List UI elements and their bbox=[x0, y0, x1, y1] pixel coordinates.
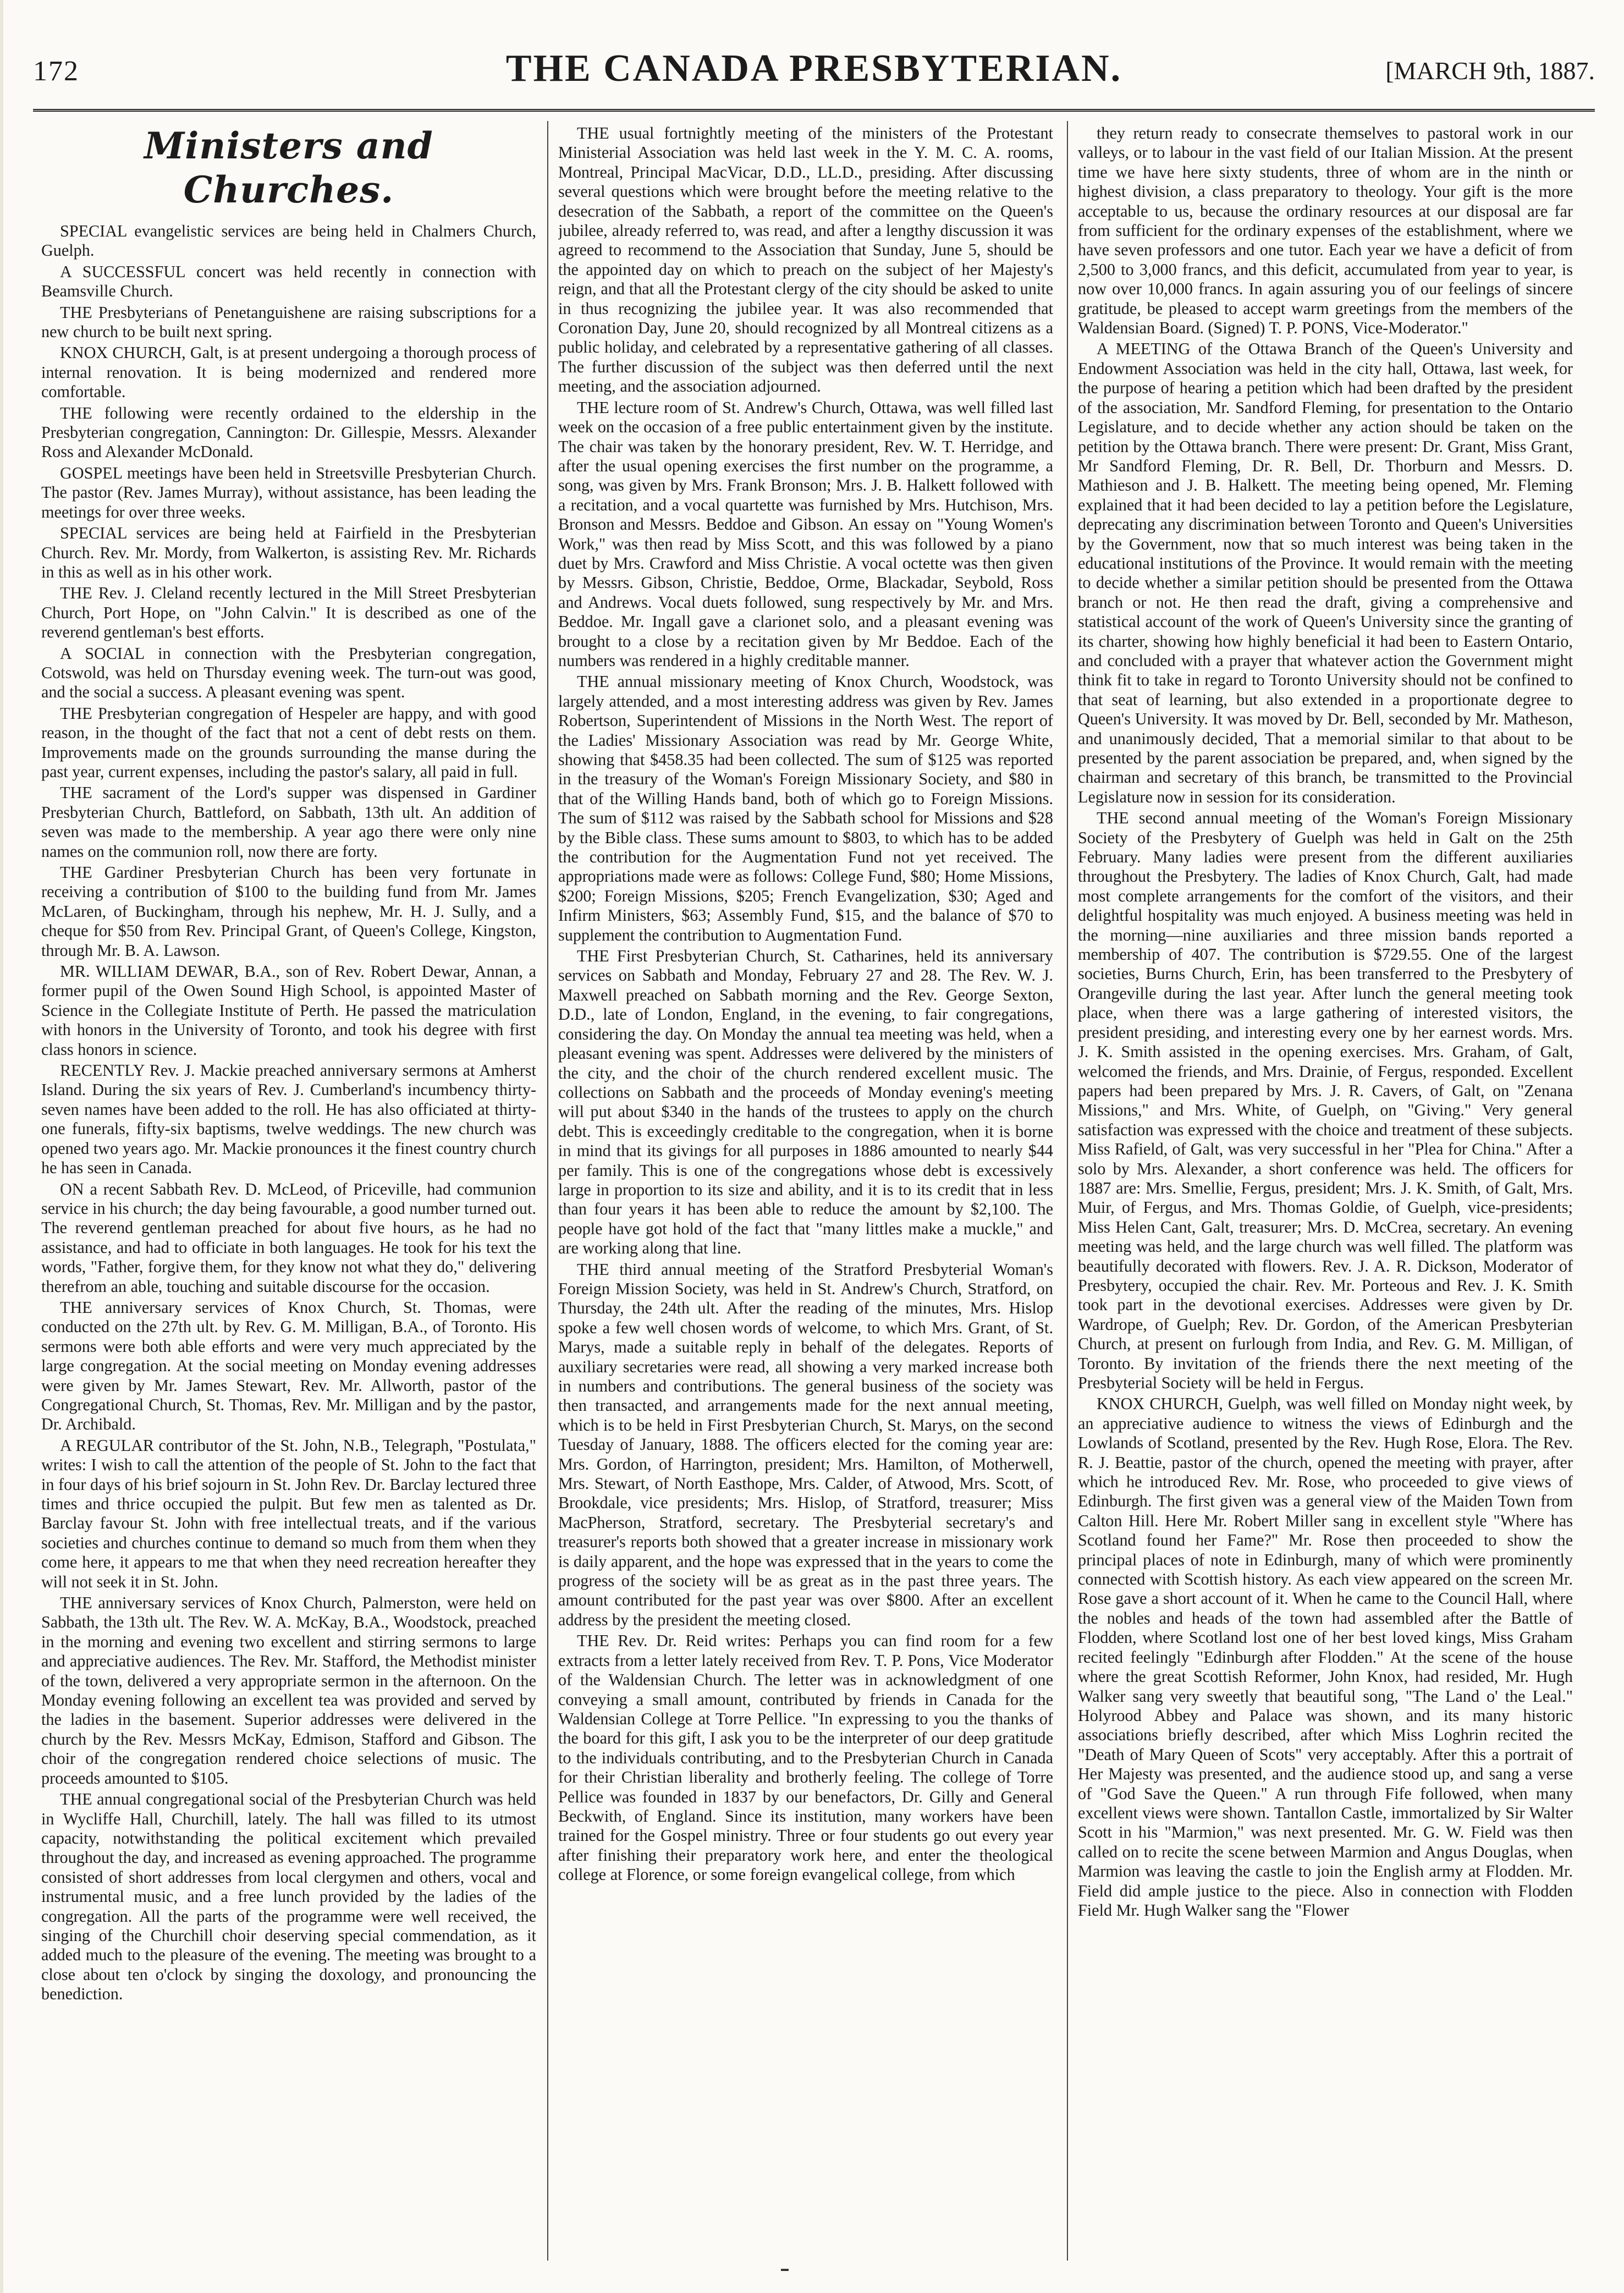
article-paragraph: A MEETING of the Ottawa Branch of the Queen's University and Endowment Association was held in the city hall, Ottawa, last week, for the purpose of hearing a petition which had been drafted by the president of the association, Mr. Sandford Fleming, for presentation to the Ontario Legislature, and to decide whether any action should be taken on the petition by the Ottawa branch. There were present: Dr. Grant, Miss Grant, Mr Sandford Fleming, Dr. R. Bell, Dr. Thorburn and Messrs. D. Mathieson and J. B. Halkett. The meeting being opened, Mr. Fleming explained that it had been decided to lay a petition before the Legislature, deprecating any discrimination between Toronto and Queen's Universities by the Government, now that so much interest was being taken in the educational institutions of the Province. It would remain with the meeting to decide whether a similar petition should be presented from the Ottawa branch or not. He then read the draft, giving a comprehensive and statistical account of the work of Queen's University since the granting of its charter, showing how highly beneficial it had been to Eastern Ontario, and concluded with a prayer that whatever action the Government might think fit to take in regard to Toronto University should not be confined to that seat of learning, but also extended in a proportionate degree to Queen's University. It was moved by Dr. Bell, seconded by Mr. Matheson, and unanimously decided, That a memorial similar to that about to be presented by the parent association be prepared, and, when signed by the chairman and secretary of this branch, be transmitted to the Provincial Legislature now in session for its consideration. bbox=[1078, 339, 1573, 806]
article-paragraph: THE second annual meeting of the Woman's Foreign Missionary Society of the Presbytery of Guelph was held in Galt on the 25th February. Many ladies were present from the different auxiliaries throughout the Presbytery. The ladies of Knox Church, Galt, had made most complete arrangements for the comfort of the visitors, and their delightful hospitality was much enjoyed. A business meeting was held in the morning—nine auxiliaries and three mission bands reported a membership of 407. The contribution is $729.55. One of the largest societies, Burns Church, Erin, has been transferred to the Presbytery of Orangeville during the last year. After lunch the general meeting took place, when there was a large gathering of interested visitors, the president presiding, and interesting every one by her earnest words. Mrs. J. K. Smith assisted in the opening exercises. Mrs. Graham, of Galt, welcomed the friends, and Mrs. Drainie, of Fergus, responded. Excellent papers had been prepared by Mrs. J. R. Cavers, of Galt, on "Zenana Missions," and Mrs. White, of Guelph, on "Giving." Very general satisfaction was expressed with the choice and treatment of these subjects. Miss Rafield, of Galt, was very successful in her "Plea for China." After a solo by Mrs. Alexander, a short conference was held. The officers for 1887 are: Mrs. Smellie, Fergus, president; Mrs. J. K. Smith, of Galt, Mrs. Muir, of Fergus, and Mrs. Thomas Goldie, of Guelph, vice-presidents; Miss Helen Cant, Galt, treasurer; Mrs. D. McCrea, secretary. An evening meeting was held, and the large church was well filled. The platform was beautifully decorated with flowers. Rev. J. A. R. Dickson, Moderator of Presbytery, occupied the chair. Rev. Mr. Porteous and Rev. J. K. Smith took part in the devotional exercises. Addresses were given by Dr. Wardrope, of Guelph; Rev. Dr. Gordon, of the American Presbyterian Church, at present on furlough from India, and Rev. G. M. Milligan, of Toronto. By invitation of the friends there the next meeting of the Presbyterial Society will be held in Fergus. bbox=[1078, 809, 1573, 1392]
page-edge bbox=[0, 0, 3, 2293]
article-paragraph: THE third annual meeting of the Stratford Presbyterial Woman's Foreign Mission Society, was held in St. Andrew's Church, Stratford, on Thursday, the 24th ult. After the reading of the minutes, Mrs. Hislop spoke a few well chosen words of welcome, to which Mrs. Grant, of St. Marys, made a suitable reply in behalf of the delegates. Reports of auxiliary secretaries were read, all showing a very marked increase both in numbers and contributions. The general business of the society was then transacted, and arrangements made for the next annual meeting, which is to be held in First Presbyterian Church, St. Marys, on the second Tuesday of January, 1888. The officers elected for the coming year are: Mrs. Gordon, of Harrington, president; Mrs. Hamilton, of Motherwell, Mrs. Stewart, of North Easthope, Mrs. Calder, of Atwood, Mrs. Scott, of Brookdale, vice presidents; Mrs. Hislop, of Stratford, treasurer; Miss MacPherson, Stratford, secretary. The Presbyterial secretary's and treasurer's reports both showed that a greater increase in missionary work is daily apparent, and the hope was expressed that in the years to come the progress of the society will be as great as in the past three years. The amount contributed for the past year was over $800. After an excellent address by the president the meeting closed. bbox=[558, 1260, 1053, 1629]
article-paragraph: THE lecture room of St. Andrew's Church, Ottawa, was well filled last week on the occasion of a free public entertainment given by the institute. The chair was taken by the honorary president, Rev. W. T. Herridge, and after the usual opening exercises the first number on the programme, a song, was given by Mrs. Frank Bronson; Mrs. J. B. Halkett followed with a recitation, and a vocal quartette was furnished by Mrs. Hutchison, Mrs. Bronson and Messrs. Beddoe and Gibson. An essay on "Young Women's Work," was then read by Miss Scott, and this was followed by a piano duet by Mrs. Crawford and Miss Christie. A vocal octette was then given by Messrs. Gibson, Christie, Beddoe, Orme, Blackadar, Seybold, Ross and Andrews. Vocal duets followed, sung respectively by Mr. and Mrs. Beddoe. Mr. Ingall gave a clarionet solo, and a pleasant evening was brought to a close by a recitation given by Mr Beddoe. Each of the numbers was rendered in a highly creditable manner. bbox=[558, 398, 1053, 670]
article-paragraph: they return ready to consecrate themselves to pastoral work in our valleys, or to labour in the vast field of our Italian Mission. At the present time we have here sixty students, three of whom are in the ninth or highest division, a class preparatory to theology. Your gift is the more acceptable to us, because the ordinary resources at our disposal are far from sufficient for the ordinary expenses of the establishment, where we have seven professors and one tutor. Each year we have a deficit of from 2,500 to 3,000 francs, and this deficit, accumulated from year to year, is now over 10,000 francs. In again assuring you of our feelings of sincere gratitude, be pleased to accept warm greetings from the members of the Waldensian Board. (Signed) T. P. PONS, Vice-Moderator." bbox=[1078, 124, 1573, 338]
article-paragraph: THE annual congregational social of the Presbyterian Church was held in Wycliffe Hall, Churchill, lately. The hall was filled to its utmost capacity, notwithstanding the political excitement which prevailed throughout the day, and increased as evening approached. The programme consisted of short addresses from local clergymen and others, vocal and instrumental music, and a free lunch provided by the ladies of the congregation. All the parts of the programme were well received, the singing of the Churchill choir deserving special commendation, as it added much to the pleasure of the evening. The meeting was brought to a close about ten o'clock by singing the doxology, and pronouncing the benediction. bbox=[41, 1790, 536, 2004]
article-paragraph: THE Rev. Dr. Reid writes: Perhaps you can find room for a few extracts from a letter lately received from Rev. T. P. Pons, Vice Moderator of the Waldensian Church. The letter was in acknowledgment of one conveying a small amount, contributed by friends in Canada for the Waldensian College at Torre Pellice. "In expressing to you the thanks of the board for this gift, I ask you to be the interpreter of our deep gratitude to the individuals contributing, and to the Presbyterian Church in Canada for their Christian liberality and brotherly feeling. The college of Torre Pellice was founded in 1837 by our benefactors, Dr. Gilly and General Beckwith, of England. Since its institution, many workers have been trained for the Gospel ministry. Three or four students go out every year after finishing their preparatory work here, and enter the theological college at Florence, or some foreign evangelical college, from which bbox=[558, 1631, 1053, 1884]
footer-mark bbox=[781, 2269, 789, 2271]
article-paragraph: THE usual fortnightly meeting of the ministers of the Protestant Ministerial Association was held last week in the Y. M. C. A. rooms, Montreal, Principal MacVicar, D.D., LL.D., presiding. After discussing several questions which were brought before the meeting relative to the desecration of the Sabbath, a report of the committee on the Queen's jubilee, already referred to, was read, and after a lengthy discussion it was agreed to recommend to the Association that Sunday, June 5, should be the appointed day on which to preach on the subject of her Majesty's reign, and that all the Protestant clergy of the city should be asked to unite in thus recognizing the jubilee year. It was also recommended that Coronation Day, June 20, should recognized by all Montreal citizens as a public holiday, and celebrated by a representative gathering of all classes. The further discussion of the subject was then deferred until the next meeting, and the association adjourned. bbox=[558, 124, 1053, 396]
article-paragraph: SPECIAL services are being held at Fairfield in the Presbyterian Church. Rev. Mr. Mordy, from Walkerton, is assisting Rev. Mr. Richards in this as well as in his other work. bbox=[41, 524, 536, 581]
article-paragraph: A SUCCESSFUL concert was held recently in connection with Beamsville Church. bbox=[41, 262, 536, 301]
article-paragraph: A REGULAR contributor of the St. John, N.B., Telegraph, "Postulata," writes: I wish to call the attention of the people of St. John to the fact that in four days of his brief sojourn in St. John Rev. Dr. Barclay lectured three times and thrice occupied the pulpit. But few men as talented as Dr. Barclay favour St. John with free intellectual treats, and if the various societies and churches continue to demand so much from them when they come here, it appears to me that when they need recreation hereafter they will not seek it in St. John. bbox=[41, 1436, 536, 1591]
column-divider bbox=[547, 121, 548, 2261]
column-1 bbox=[41, 124, 536, 2258]
article-paragraph: THE Presbyterians of Penetanguishene are raising subscriptions for a new church to be built next spring. bbox=[41, 303, 536, 342]
article-paragraph: THE Presbyterian congregation of Hespeler are happy, and with good reason, in the thought of the fact that not a cent of debt rests on them. Improvements made on the grounds surrounding the manse during the past year, current expenses, including the pastor's salary, all paid in full. bbox=[41, 703, 536, 781]
article-paragraph: THE Gardiner Presbyterian Church has been very fortunate in receiving a contribution of $100 to the building fund from Mr. James McLaren, of Buckingham, through his nephew, Mr. H. J. Sully, and a cheque for $50 from Rev. Principal Grant, of Queen's College, Kingston, through Mr. B. A. Lawson. bbox=[41, 863, 536, 960]
column-3 bbox=[1078, 124, 1573, 2258]
article-paragraph: THE Rev. J. Cleland recently lectured in the Mill Street Presbyterian Church, Port Hope, on "John Calvin." It is described as one of the reverend gentleman's best efforts. bbox=[41, 584, 536, 642]
article-paragraph: RECENTLY Rev. J. Mackie preached anniversary sermons at Amherst Island. During the six years of Rev. J. Cumberland's incumbency thirty-seven names have been added to the roll. He has also officiated at thirty-one funerals, fifty-six baptisms, twelve weddings. The new church was opened two years ago. Mr. Mackie pronounces it the finest country church he has seen in Canada. bbox=[41, 1061, 536, 1178]
article-paragraph: ON a recent Sabbath Rev. D. McLeod, of Priceville, had communion service in his church; the day being favourable, a good number turned out. The reverend gentleman preached for about five hours, as he had no assistance, and had to officiate in both languages. He took for his text the words, "Father, forgive them, for they know not what they do," delivering therefrom an able, touching and suitable discourse for the occasion. bbox=[41, 1179, 536, 1296]
column-2 bbox=[558, 124, 1053, 2258]
article-paragraph: THE sacrament of the Lord's supper was dispensed in Gardiner Presbyterian Church, Battleford, on Sabbath, 13th ult. An addition of seven was made to the membership. A year ago there were only nine names on the communion roll, now there are forty. bbox=[41, 783, 536, 861]
article-paragraph: GOSPEL meetings have been held in Streetsville Presbyterian Church. The pastor (Rev. James Murray), without assistance, has been leading the meetings for over three weeks. bbox=[41, 463, 536, 521]
article-paragraph: KNOX CHURCH, Galt, is at present undergoing a thorough process of internal renovation. It is being modernized and rendered more comfortable. bbox=[41, 343, 536, 402]
page-number: 172 bbox=[33, 56, 79, 87]
article-paragraph: MR. WILLIAM DEWAR, B.A., son of Rev. Robert Dewar, Annan, a former pupil of the Owen Sound High School, is appointed Master of Science in the Collegiate Institute of Perth. He passed the matriculation with honors in the University of Toronto, and took his degree with first class honors in science. bbox=[41, 962, 536, 1059]
article-paragraph: THE anniversary services of Knox Church, Palmerston, were held on Sabbath, the 13th ult. The Rev. W. A. McKay, B.A., Woodstock, preached in the morning and evening two excellent and stirring sermons to large and appreciative audiences. The Rev. Mr. Stafford, the Methodist minister of the town, delivered a very appropriate sermon in the afternoon. On the Monday evening following an excellent tea was provided and served by the ladies in the basement. Superior addresses were delivered in the church by the Rev. Messrs McKay, Edmison, Stafford and Gibson. The choir of the congregation rendered choice selections of music. The proceeds amounted to $105. bbox=[41, 1593, 536, 1788]
article-paragraph: THE First Presbyterian Church, St. Catharines, held its anniversary services on Sabbath and Monday, February 27 and 28. The Rev. W. J. Maxwell preached on Sabbath morning and the Rev. George Sexton, D.D., late of London, England, in the evening, to fair congregations, considering the day. On Monday the annual tea meeting was held, when a pleasant evening was spent. Addresses were delivered by the ministers of the city, and the choir of the church rendered excellent music. The collections on Sabbath and the proceeds of Monday evening's meeting will put about $340 in the hands of the trustees to apply on the church debt. This is exceedingly creditable to the congregation, when it is borne in mind that its givings for all purposes in 1886 amounted to nearly $44 per family. This is one of the congregations whose debt is excessively large in proportion to its size and ability, and it is to its credit that in less than four years it has been able to reduce the amount by $2,100. The people have got hold of the fact that "many littles make a muckle," and are working along that line. bbox=[558, 947, 1053, 1258]
article-paragraph: THE anniversary services of Knox Church, St. Thomas, were conducted on the 27th ult. by Rev. G. M. Milligan, B.A., of Toronto. His sermons were both able efforts and were very much appreciated by the large congregation. At the social meeting on Monday evening addresses were given by Mr. James Stewart, Rev. Mr. Allworth, pastor of the Congregational Church, St. Thomas, Rev. Mr. Milligan and by the pastor, Dr. Archibald. bbox=[41, 1297, 536, 1434]
newspaper-title: THE CANADA PRESBYTERIAN. bbox=[505, 47, 1122, 90]
article-paragraph: THE following were recently ordained to the eldership in the Presbyterian congregation, Cannington: Dr. Gillespie, Messrs. Alexander Ross and Alexander McDonald. bbox=[41, 403, 536, 461]
article-paragraph: A SOCIAL in connection with the Presbyterian congregation, Cotswold, was held on Thursday evening week. The turn-out was good, and the social a success. A pleasant evening was spent. bbox=[41, 644, 536, 702]
article-paragraph: THE annual missionary meeting of Knox Church, Woodstock, was largely attended, and a most interesting address was given by Rev. James Robertson, Superintendent of Missions in the North West. The report of the Ladies' Missionary Association was read by Mr. George White, showing that $458.35 had been collected. The sum of $125 was reported in the treasury of the Woman's Foreign Missionary Society, and $80 in that of the Willing Hands band, both of which go to Foreign Missions. The sum of $112 was raised by the Sabbath school for Missions and $28 by the Bible class. These sums amount to $803, to which has to be added the contribution for the Augmentation Fund not yet received. The appropriations made were as follows: College Fund, $80; Home Missions, $200; Foreign Missions, $205; French Evangelization, $30; Aged and Infirm Ministers, $63; Assembly Fund, $15, and the balance of $70 to supplement the contribution to Augmentation Fund. bbox=[558, 672, 1053, 944]
column-divider bbox=[1067, 121, 1068, 2261]
article-paragraph: KNOX CHURCH, Guelph, was well filled on Monday night week, by an appreciative audience to witness the views of Edinburgh and the Lowlands of Scotland, presented by the Rev. Hugh Rose, Elora. The Rev. R. J. Beattie, pastor of the church, opened the meeting with prayer, after which he introduced Rev. Mr. Rose, who proceeded to give views of Edinburgh. The first given was a general view of the Maiden Town from Calton Hill. Here Mr. Robert Miller sang in excellent style "Where has Scotland found her Fame?" Mr. Rose then proceeded to show the principal places of note in Edinburgh, many of which were prominently connected with Scottish history. As each view appeared on the screen Mr. Rose gave a short account of it. When he came to the Council Hall, where the nobles and heads of the town had assembled after the Battle of Flodden, where Scotland lost one of her best loved kings, Miss Graham recited feelingly "Edinburgh after Flodden." At the scene of the house where the great Scottish Reformer, John Knox, had resided, Mr. Hugh Walker sang very sweetly that beautiful song, "The Land o' the Leal." Holyrood Abbey and Palace was shown, and its many historic associations briefly described, after which Miss Loghrin recited the "Death of Mary Queen of Scots" very acceptably. After this a portrait of Her Majesty was presented, and the audience stood up, and sang a verse of "God Save the Queen." A run through Fife followed, when many excellent views were shown. Tantallon Castle, immortalized by Sir Walter Scott in his "Marmion," was next presented. Mr. G. W. Field was then called on to recite the scene between Marmion and Angus Douglas, when Marmion was leaving the castle to join the English army at Flodden. Mr. Field did ample justice to the piece. Also in connection with Flodden Field Mr. Hugh Walker sang the "Flower bbox=[1078, 1394, 1573, 1920]
issue-date: [MARCH 9th, 1887. bbox=[1385, 57, 1595, 85]
article-paragraph: SPECIAL evangelistic services are being held in Chalmers Church, Guelph. bbox=[41, 222, 536, 260]
page-header bbox=[33, 44, 1595, 99]
header-rule bbox=[33, 109, 1595, 112]
section-title: Ministers and Churches. bbox=[144, 124, 433, 211]
